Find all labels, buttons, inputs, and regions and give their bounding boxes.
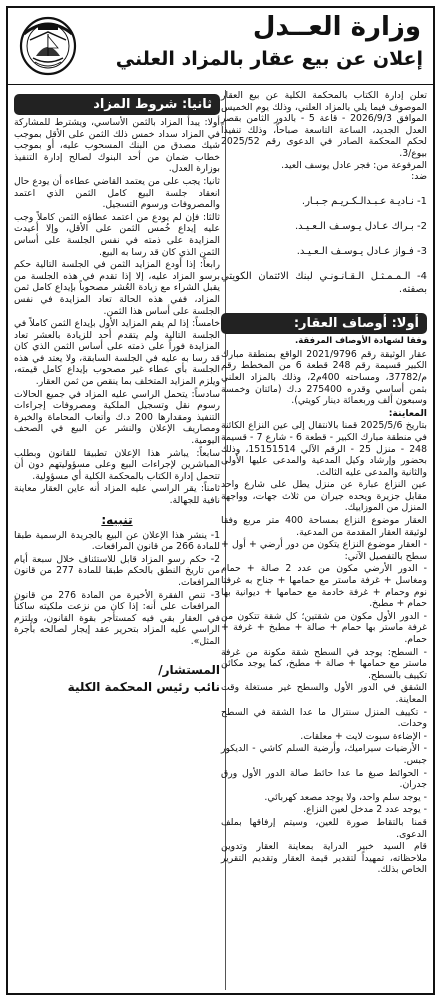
condition-paragraph: سادساً: يتحمل الراسي عليه المزاد في جميع الحالات رسوم نقل وتسجيل الملكية ومصروفات إجراءات التنفيذ ومقدارها 200 د.ك وأتعاب المحاماة والخبرة ومصاريف الإعلان والنشر عن البيع في الصحف اليومية. [14, 388, 220, 447]
note-item: 3- تنص الفقرة الأخيرة من المادة 276 من قانون المرافعات على أنه: إذا كان من نزعت ملكيته ساكناً في العقار بقي فيه كمستأجر بقوة القانون، ويلتزم الراسي عليه المزاد بتحرير عقد إيجار لصالحه بأجرة المثل». [14, 589, 220, 647]
defendant-item: 2- بـراك عـادل يـوسـف الـعـيـد. [294, 221, 427, 233]
signature-position: نائب رئيس المحكمة الكلية [67, 679, 220, 694]
section-subheading: وفقا لشهادة الأوصاف المرفقة. [294, 335, 427, 346]
property-paragraph: - العقار موضوع النزاع يتكون من دور أرضي + أول + سطح بالتفصيل الآتي: [221, 539, 427, 562]
defendant-item: 3- فـواز عـادل يـوسـف الـعـيـد. [296, 246, 427, 258]
defendant-item: 4- الـمـمـثـل الـقـانـونـي لبنك الائتمان الكويتي بصفته. [221, 271, 427, 295]
property-paragraph: العقار موضوع النزاع بمساحة 400 متر مربع وفقا لوثيقة العقار المقدمة من المدعية. [221, 515, 427, 538]
property-paragraph: - يوجد عدد 2 مدخل لعين النزاع. [303, 804, 427, 816]
header [8, 8, 433, 85]
announcement-page [6, 6, 435, 995]
inspection-heading: المعاينة: [388, 407, 427, 419]
condition-paragraph: ثالثا: فإن لم يودع من اعتمد عطاؤه الثمن كاملاً وجب عليه إيداع خُمس الثمن على الأقل، وإلا أعيدت المزايدة على ذمته في نفس الجلسة على أساس الثمن الذي كان قد رسا به البيع. [14, 211, 220, 258]
condition-paragraph: ثامناً: يقر الراسي عليه المزاد أنه عاين العقار معاينة نافية للجهالة. [14, 483, 220, 506]
right-column [221, 90, 427, 877]
property-paragraph: - الإضاءة سبوت لايت + معلقات. [300, 730, 427, 742]
signature-title: المستشار/ [158, 662, 220, 677]
property-paragraph: - السطح: يوجد في السطح شقة مكونة من غرفة ماستر مع حمامها + صالة + مطبخ، كما يوجد مكائن تكييف بالسطح. [221, 646, 427, 681]
intro-text: تعلن إدارة الكتاب بالمحكمة الكلية عن بيع العقار الموصوف فيما يلي بالمزاد العلني، وذلك يوم الخميس الموافق 2026/9/3 - قاعة 5 - بالدور الثامن بقصر العدل الجديد، الساعة التاسعة صباحاً، وذلك تنفيذاً لحكم المحكمة الصادر في الدعوى رقم 2025/52 بيوع/3. المرفوعة من: فجر عادل يوسف العيد. ضد: [221, 90, 427, 183]
condition-paragraph: أولا: يبدأ المزاد بالثمن الأساسي، ويشترط للمشاركة في المزاد سداد خمس ذلك الثمن على الأقل بموجب شيك مصدق من البنك المسحوب عليه، أو بموجب خطاب ضمان من أحد البنوك لصالح إدارة التنفيذ بوزارة العدل. [14, 117, 220, 175]
defendants-list [221, 184, 427, 309]
section-heading-conditions: ثانيا: شروط المزاد [14, 94, 220, 115]
property-paragraph: الشقق في الدور الأول والسطح غير مستغلة وقت المعاينة. [221, 682, 427, 705]
property-paragraph: عقار الوثيقة رقم 2021/9796 الواقع بمنطقة مبارك الكبير قسيمة رقم 248 قطعة 6 من المخطط رقم م/37782، ومساحته 400م2، وذلك بالمزاد العلني بثمن أساسي وقدره 275400 د.ك (مائتان وخمسة وسبعون ألف وربعمائة دينار كويتي). [221, 348, 427, 407]
property-paragraph: - الدور الأرضي مكون من عدد 2 صالة + حمام ومغاسل + غرفة ماستر مع حمامها + جناح به غرفتا نوم وحمام + غرفة خادمة مع حمامها + ديوانية بها حمام + مطبخ. [221, 563, 427, 610]
property-paragraph: قام السيد خبير الدراية بمعاينة العقار وتدوين ملاحظاته، تمهيداً لتقدير قيمة العقار وتقديم التقرير الخاص بذلك. [221, 841, 427, 876]
ministry-name: وزارة العــدل [252, 12, 421, 42]
signature-block [14, 662, 220, 696]
note-item: 1- ينشر هذا الإعلان عن البيع بالجريدة الرسمية طبقا للمادة 266 من قانون المرافعات. [14, 529, 220, 553]
condition-paragraph: رابعاً: إذا أودع المزايد الثمن في الجلسة التالية حكم برسو المزاد عليه، إلا إذا تقدم في هذه الجلسة من يقبل الشراء مع زيادة العُشر مصحوباً بإيداع كامل ثمن المزاد، ففي هذه الحالة تعاد المزايدة في نفس الجلسة على أساس هذا الثمن. [14, 259, 220, 317]
left-column [14, 90, 220, 696]
property-paragraph: - تكييف المنزل سنترال ما عدا الشقة في السطح وحدات. [221, 706, 427, 730]
property-paragraph: - الحوائط صبغ ما عدا حائط صالة الدور الأول ورق جدران. [221, 767, 427, 791]
notes-title: تنبيه: [101, 512, 133, 527]
property-paragraph: عين النزاع عبارة عن منزل يطل على شارع واحد مقابل جزيرة ويحده جيران من ثلاث جهات، وواجهة المنزل من الموزاييك. [221, 479, 427, 514]
condition-paragraph: سابعاً: يباشر هذا الإعلان تطبيقا للقانون وبطلب المباشرين لإجراءات البيع وعلى مسؤوليتهم دون أن تتحمل إدارة الكتاب بالمحكمة الكلية أي مسؤولية. [14, 447, 220, 482]
property-paragraph: قمنا بالتقاط صورة للعين، وسيتم إرفاقها بملف الدعوى. [221, 816, 427, 840]
property-paragraph: - الأرضيات سيراميك، وأرضية السلم كاشي - الديكور جبس. [221, 743, 427, 766]
condition-paragraph: خامساً: إذا لم يقم المزايد الأول بإيداع الثمن كاملاً في الجلسة التالية ولم يتقدم أحد للزيادة بالعشر تعاد المزايدة فوراً على ذمته على أساس الثمن الذي كان قد رسا به عليه في الجلسة السابقة، ولا يعتد في هذه الجلسة بأي عطاء غير مصحوب بإيداع كامل قيمته، ويلزم المزايد المتخلف بما ينقص من ثمن العقار. [14, 318, 220, 388]
property-paragraph: بتاريخ 2025/5/6 قمنا بالانتقال إلى عين النزاع الكائنة في منطقة مبارك الكبير - قطعة 6 - شارع 7 - قسيمة 248 - منزل 25 - الرقم الآلي 15151514، وذلك بحضور وإرشاد وكيل المدعية والمدعى عليها الأولى والثانية والمدعى عليه الثالث. [221, 420, 428, 478]
section-heading-property: أولا: أوصاف العقار: [221, 313, 427, 334]
condition-paragraph: ثانيا: يجب على من يعتمد القاضي عطاءه أن يودع حال انعقاد جلسة البيع كامل الثمن الذي اعتمد والمصروفات ورسوم التسجيل. [14, 175, 220, 211]
note-item: 2- حكم رسو المزاد قابل للاستئناف خلال سبعة أيام من تاريخ النطق بالحكم طبقا للمادة 277 من قانون المرافعات. [14, 553, 220, 588]
property-paragraph: - الدور الأول مكون من شقتين؛ كل شقة تتكون من غرفة ماستر بها حمام + صالة + مطبخ + غرفة + حمام. [221, 610, 427, 645]
property-paragraph: - يوجد سلم واحد، ولا يوجد مصعد كهربائي. [264, 791, 427, 803]
kuwait-emblem-icon [16, 12, 80, 78]
announcement-title: إعلان عن بيع عقار بالمزاد العلني [115, 48, 423, 70]
defendant-item: 1- نـاديـة عـبـدالـكـريـم جـبـار. [301, 196, 427, 208]
